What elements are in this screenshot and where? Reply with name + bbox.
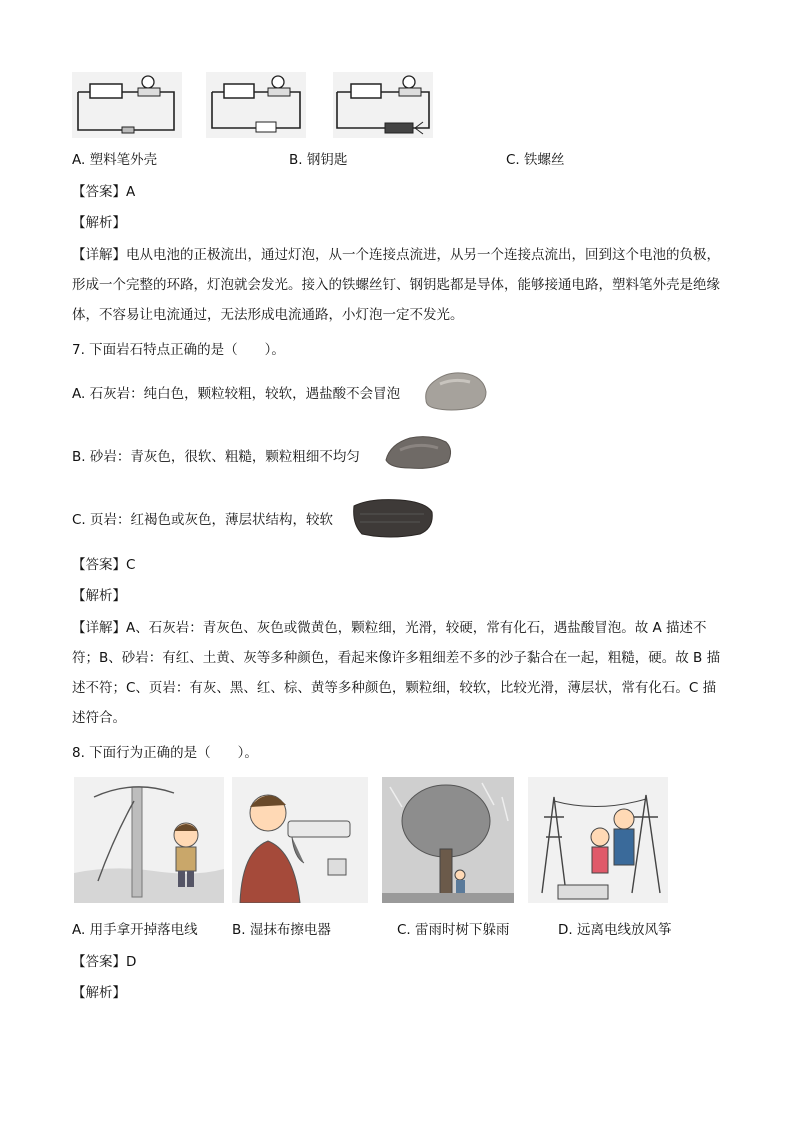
q6-option-b: B. 钢钥匙: [289, 152, 348, 168]
circuit-figure-c: [333, 72, 433, 138]
scene-a-fallen-wire-image: [74, 777, 224, 903]
q8-question: 8. 下面行为正确的是（ ）。: [72, 745, 258, 761]
q8-option-d: D. 远离电线放风筝: [558, 922, 672, 938]
q8-option-b: B. 湿抹布擦电器: [232, 922, 331, 938]
q6-answer: 【答案】A: [72, 184, 136, 200]
q6-option-a: A. 塑料笔外壳: [72, 152, 158, 168]
q8-option-c: C. 雷雨时树下躲雨: [397, 922, 510, 938]
shale-image: [350, 494, 436, 540]
limestone-image: [420, 366, 490, 412]
scene-c-tree-storm-image: [382, 777, 514, 903]
q7-question: 7. 下面岩石特点正确的是（ ）。: [72, 342, 285, 358]
q8-answer: 【答案】D: [72, 954, 137, 970]
q6-option-c: C. 铁螺丝: [506, 152, 565, 168]
q6-analysis-label: 【解析】: [72, 215, 126, 231]
q8-option-a: A. 用手拿开掉落电线: [72, 922, 198, 938]
q7-option-c: C. 页岩：红褐色或灰色，薄层状结构，较软: [72, 512, 334, 528]
q7-detail: 【详解】A、石灰岩：青灰色、灰色或微黄色，颗粒细，光滑，较硬，常有化石，遇盐酸冒泡。故 A 描述不符；B、砂岩：有红、土黄、灰等多种颜色，看起来像许多粗细差不多的沙子黏合在一起，粗糙，硬。故 B 描述不符；C、页岩：有灰、黑、红、棕、黄等多种颜色，颗粒细，较软，比较光滑，薄层状，常有化石。C 描述符合。: [72, 620, 721, 726]
circuit-figure-a: [72, 72, 182, 138]
q7-answer: 【答案】C: [72, 557, 136, 573]
scene-d-kite-image: [528, 777, 668, 903]
q7-analysis-label: 【解析】: [72, 588, 126, 604]
circuit-figure-b: [206, 72, 306, 138]
sandstone-image: [382, 430, 456, 472]
q7-option-b: B. 砂岩：青灰色，很软、粗糙，颗粒粗细不均匀: [72, 449, 360, 465]
scene-b-wet-cloth-image: [232, 777, 368, 903]
q7-option-a: A. 石灰岩：纯白色，颗粒较粗，较软，遇盐酸不会冒泡: [72, 386, 401, 402]
q6-detail: 【详解】电从电池的正极流出，通过灯泡，从一个连接点流进，从另一个连接点流出，回到这个电池的负极，形成一个完整的环路，灯泡就会发光。接入的铁螺丝钉、钢钥匙都是导体，能够接通电路，塑料笔外壳是绝缘体，不容易让电流通过，无法形成电流通路，小灯泡一定不发光。: [72, 247, 720, 323]
q8-analysis-label: 【解析】: [72, 985, 126, 1001]
